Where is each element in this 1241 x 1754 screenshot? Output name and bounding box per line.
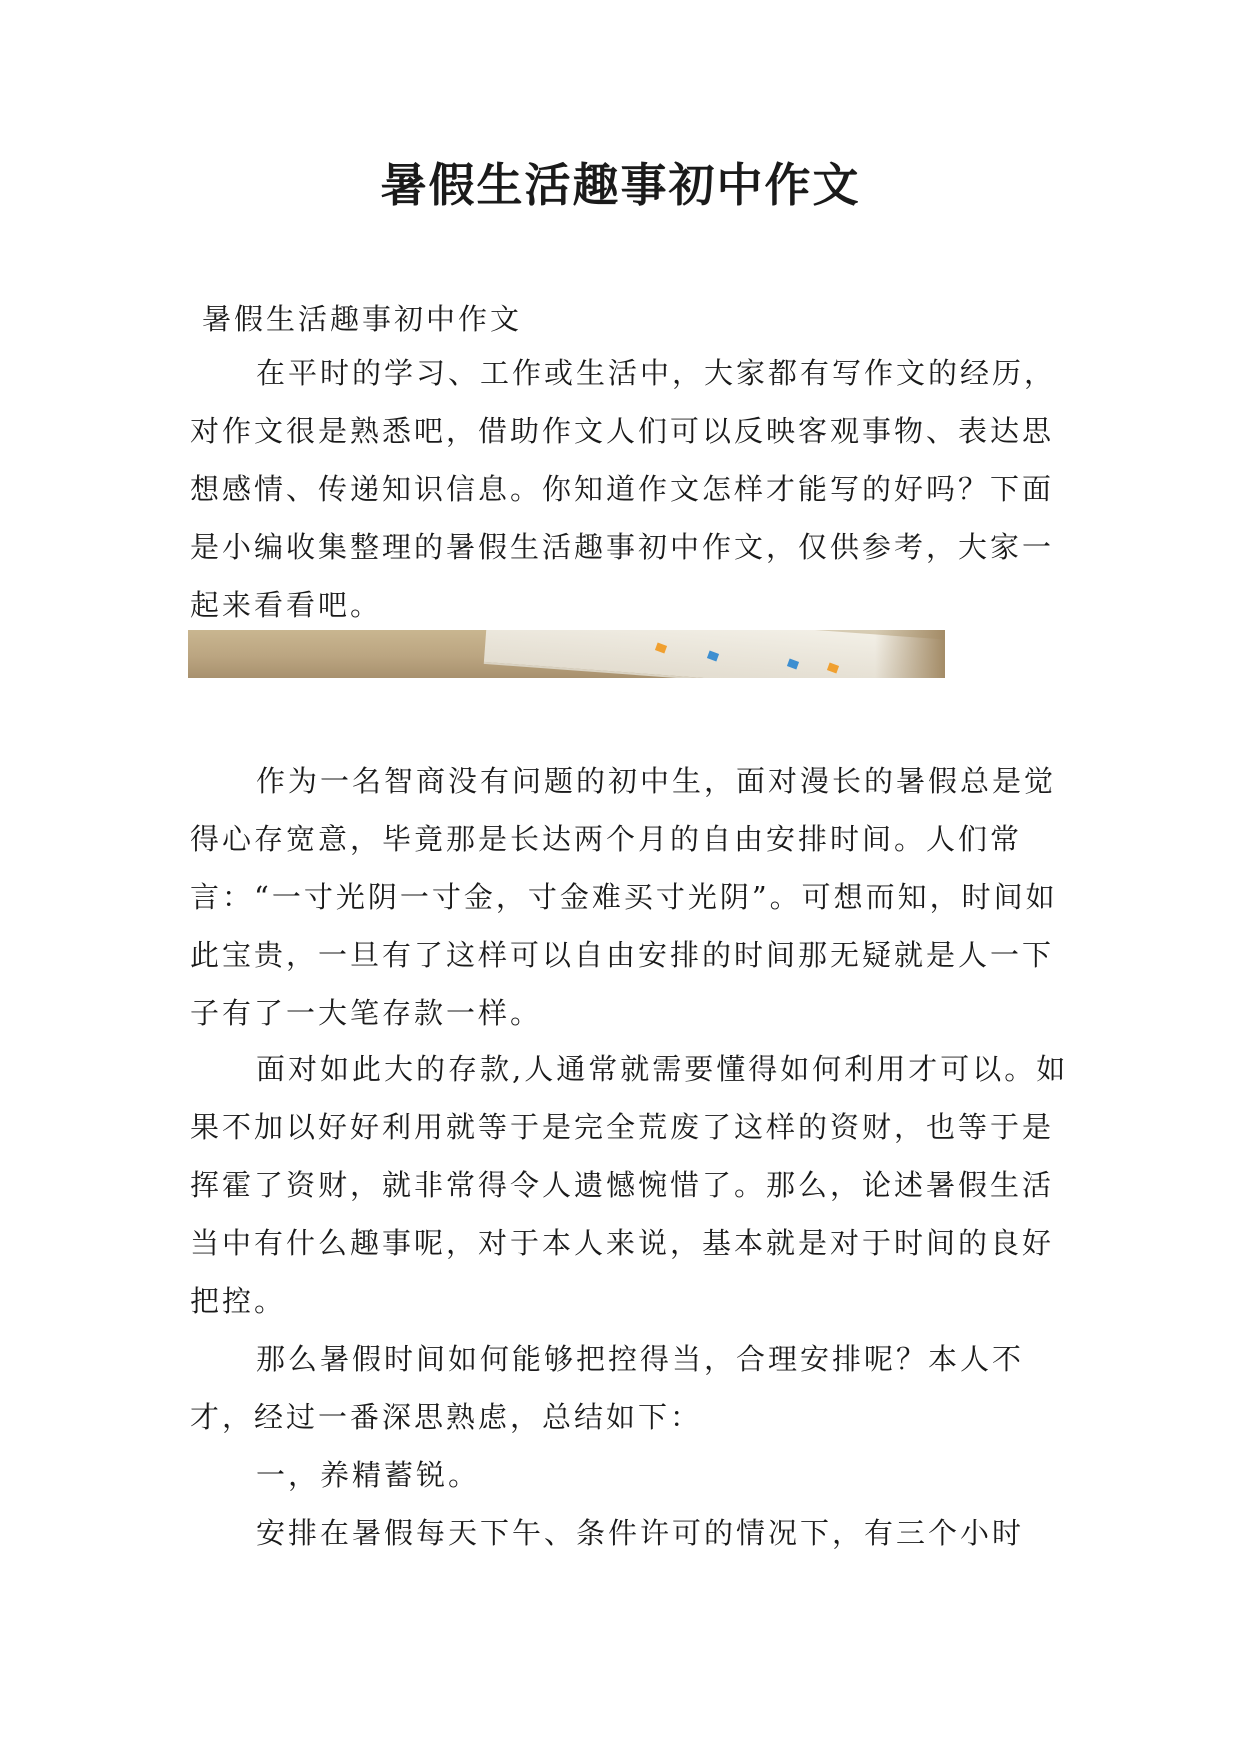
- photo-shadow: [875, 630, 945, 678]
- intro-paragraph: 在平时的学习、工作或生活中，大家都有写作文的经历，对作文很是熟悉吧，借助作文人们可以反映客观事物、表达思想感情、传递知识信息。你知道作文怎样才能写的好吗？下面是小编收集整理的暑假生活趣事初中作文，仅供参考，大家一起来看看吧。: [190, 356, 1057, 622]
- section-heading: 一，养精蓄锐。: [256, 1458, 481, 1492]
- body-paragraph: 那么暑假时间如何能够把控得当，合理安排呢？本人不才，经过一番深思熟虑，总结如下：: [190, 1342, 1025, 1434]
- document-title: 暑假生活趣事初中作文: [380, 158, 861, 212]
- body-paragraph: 面对如此大的存款,人通常就需要懂得如何利用才可以。如果不加以好好利用就等于是完全荒废了这样的资财，也等于是挥霍了资财，就非常得令人遗憾惋惜了。那么，论述暑假生活当中有什么趣事呢，对于本人来说，基本就是对于时间的良好把控。: [190, 1052, 1069, 1318]
- body-paragraph: 作为一名智商没有问题的初中生，面对漫长的暑假总是觉得心存宽意，毕竟那是长达两个月的自由安排时间。人们常言：“一寸光阴一寸金，寸金难买寸光阴”。可想而知，时间如此宝贵，一旦有了这样可以自由安排的时间那无疑就是人一下子有了一大笔存款一样。: [190, 764, 1058, 1030]
- body-paragraph: 安排在暑假每天下午、条件许可的情况下，有三个小时: [256, 1516, 1025, 1550]
- document-subtitle: 暑假生活趣事初中作文: [202, 302, 523, 336]
- cropped-photo-image: [188, 630, 945, 678]
